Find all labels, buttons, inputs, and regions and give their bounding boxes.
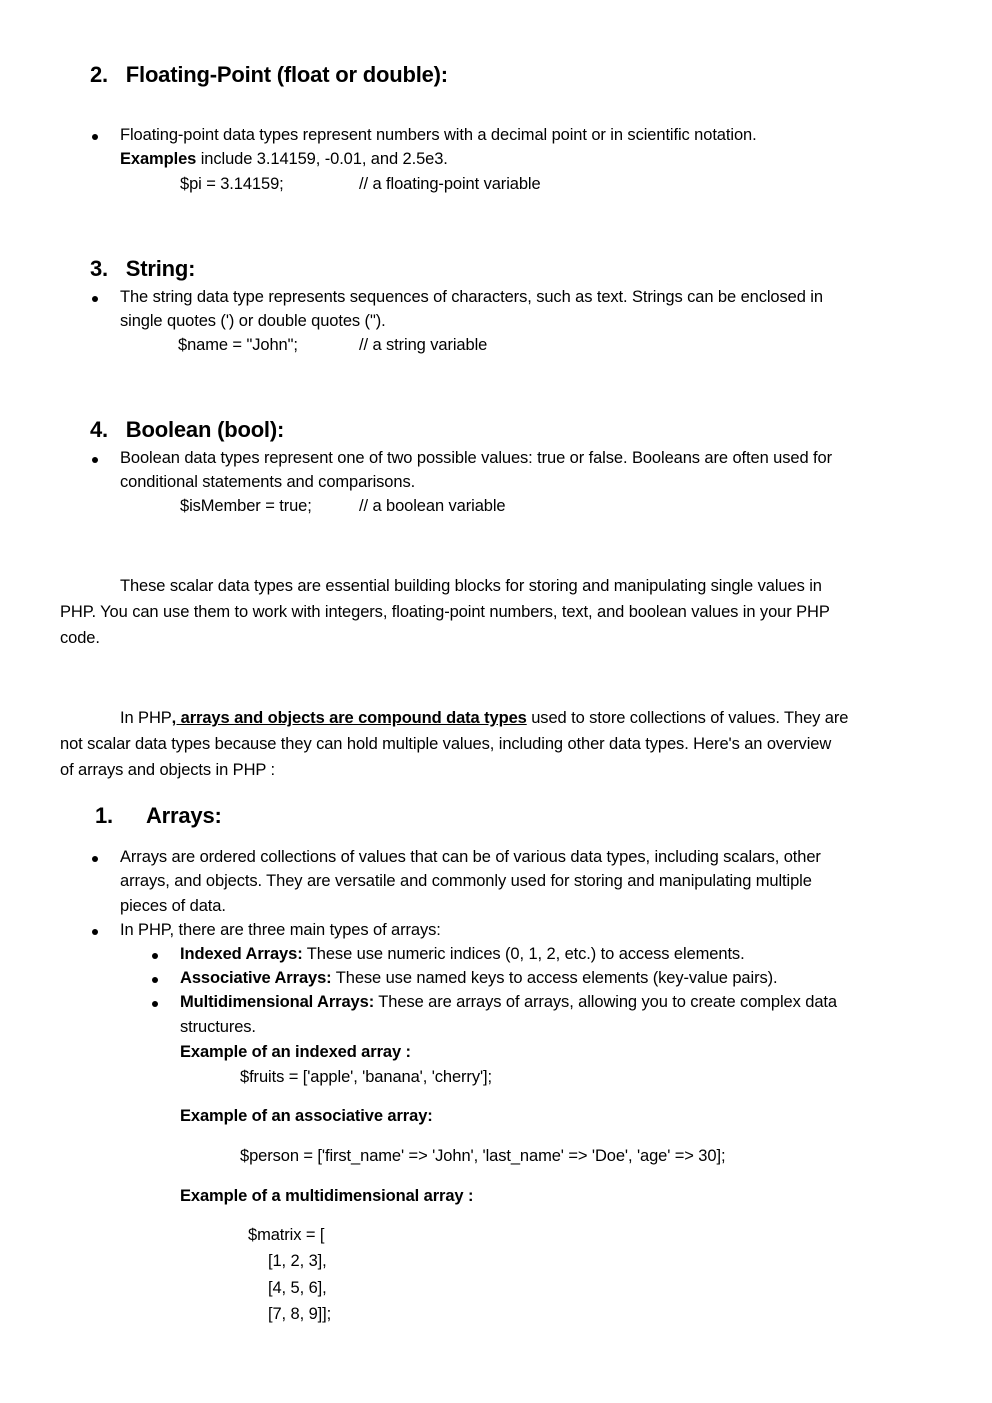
multidimensional-text: These are arrays of arrays, allowing you to create complex data: [374, 993, 837, 1011]
heading-number: 1.: [95, 803, 113, 828]
multidimensional-line2: structures.: [180, 1018, 256, 1036]
associative-label: Associative Arrays:: [180, 969, 332, 987]
heading-number: 3.: [90, 256, 108, 281]
example-indexed-label: Example of an indexed array :: [180, 1043, 411, 1061]
matrix-line2: [1, 2, 3],: [268, 1252, 327, 1270]
bool-comment: // a boolean variable: [359, 497, 506, 515]
arrays-desc-line2: arrays, and objects. They are versatile and commonly used for storing and manipulating multiple: [120, 872, 812, 890]
string-desc-line1: The string data type represents sequences of characters, such as text. Strings can be enclosed in: [120, 288, 823, 306]
bool-code: $isMember = true;: [180, 497, 312, 515]
summary-line2: PHP. You can use them to work with integers, floating-point numbers, text, and boolean values in your PHP: [60, 603, 830, 621]
heading-number: 2.: [90, 62, 108, 87]
bool-desc-line2: conditional statements and comparisons.: [120, 473, 416, 491]
multidimensional-label: Multidimensional Arrays:: [180, 993, 375, 1011]
arrays-types-intro: In PHP, there are three main types of arrays:: [120, 921, 441, 939]
matrix-line4: [7, 8, 9]];: [268, 1305, 332, 1323]
example-multidimensional-label: Example of a multidimensional array :: [180, 1187, 474, 1205]
heading-title: Boolean (bool):: [125, 417, 285, 442]
heading-string: [90, 256, 195, 282]
associative-text: These use named keys to access elements (key-value pairs).: [331, 969, 778, 987]
sub-bullet-associative: [180, 969, 778, 988]
indexed-text: These use numeric indices (0, 1, 2, etc.) to access elements.: [302, 945, 745, 963]
example-associative-code: $person = ['first_name' => 'John', 'last_name' => 'Doe', 'age' => 30];: [240, 1147, 726, 1165]
summary-line3: code.: [60, 629, 100, 647]
arrays-desc-line3: pieces of data.: [120, 897, 226, 915]
bullet-icon: [152, 977, 158, 983]
bullet-icon: [152, 1001, 158, 1007]
float-desc-line1: Floating-point data types represent numbers with a decimal point or in scientific notation.: [120, 126, 757, 144]
heading-floating-point: [90, 62, 448, 88]
sub-bullet-multidimensional: [180, 993, 837, 1012]
compound-line2: not scalar data types because they can hold multiple values, including other data types. Here's an overview: [60, 735, 832, 753]
string-comment: // a string variable: [359, 336, 488, 354]
float-examples: [120, 150, 448, 169]
bullet-icon: [92, 296, 98, 302]
bullet-icon: [92, 856, 98, 862]
compound-line1: [120, 709, 848, 728]
example-indexed-code: $fruits = ['apple', 'banana', 'cherry'];: [240, 1068, 493, 1086]
bullet-icon: [152, 953, 158, 959]
heading-boolean: [90, 417, 284, 443]
summary-line1: These scalar data types are essential building blocks for storing and manipulating single values in: [120, 577, 822, 595]
bool-desc-line1: Boolean data types represent one of two possible values: true or false. Booleans are often used for: [120, 449, 832, 467]
heading-title: String:: [125, 256, 196, 281]
string-code: $name = "John";: [178, 336, 298, 354]
example-associative-label: Example of an associative array:: [180, 1107, 433, 1125]
bullet-icon: [92, 134, 98, 140]
compound-suffix: used to store collections of values. They are: [526, 709, 849, 727]
compound-underlined: , arrays and objects are compound data types: [171, 709, 527, 727]
sub-bullet-indexed: [180, 945, 745, 964]
heading-title: Floating-Point (float or double):: [125, 62, 448, 87]
bullet-icon: [92, 457, 98, 463]
heading-title: Arrays:: [145, 803, 222, 828]
indexed-label: Indexed Arrays:: [180, 945, 303, 963]
compound-prefix: In PHP: [120, 709, 172, 727]
examples-label: Examples: [120, 150, 197, 168]
matrix-line1: $matrix = [: [248, 1226, 325, 1244]
heading-arrays: [95, 803, 222, 829]
arrays-desc-line1: Arrays are ordered collections of values that can be of various data types, including scalars, other: [120, 848, 821, 866]
bullet-icon: [92, 929, 98, 935]
heading-number: 4.: [90, 417, 108, 442]
matrix-line3: [4, 5, 6],: [268, 1279, 327, 1297]
float-comment: // a floating-point variable: [359, 175, 541, 193]
examples-text: include 3.14159, -0.01, and 2.5e3.: [196, 150, 448, 168]
float-code: $pi = 3.14159;: [180, 175, 284, 193]
compound-line3: of arrays and objects in PHP :: [60, 761, 275, 779]
string-desc-line2: single quotes (') or double quotes (").: [120, 312, 386, 330]
